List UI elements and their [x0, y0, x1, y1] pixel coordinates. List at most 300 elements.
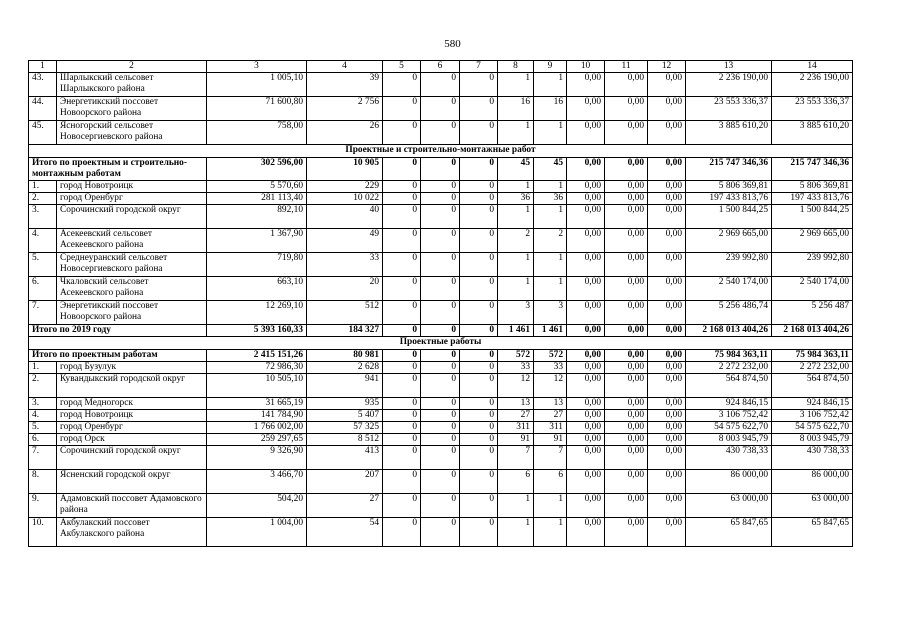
total-value: 0,00	[605, 350, 648, 362]
value-cell: 86 000,00	[686, 470, 772, 494]
total-row-design-construction	[29, 158, 853, 181]
total-value: 302 596,00	[207, 158, 307, 181]
table-row	[29, 193, 853, 205]
value-cell: 0	[460, 374, 498, 398]
value-cell: 564 874,50	[772, 374, 853, 398]
value-cell: 8 003 945,79	[686, 434, 772, 446]
row-number: 10.	[29, 518, 57, 547]
value-cell: 0	[460, 301, 498, 325]
value-cell: 0,00	[605, 470, 648, 494]
table-row	[29, 410, 853, 422]
value-cell: 0,00	[648, 193, 686, 205]
value-cell: 0,00	[567, 121, 605, 145]
value-cell: 0	[460, 398, 498, 410]
value-cell: 0	[460, 253, 498, 277]
value-cell: 49	[307, 229, 383, 253]
total-value: 0	[421, 158, 460, 181]
municipality-name: город Новотроицк	[57, 410, 207, 422]
value-cell: 3	[534, 301, 567, 325]
value-cell: 2 756	[307, 97, 383, 121]
value-cell: 0,00	[605, 446, 648, 470]
value-cell: 1	[534, 518, 567, 547]
value-cell: 0	[460, 277, 498, 301]
value-cell: 0,00	[648, 205, 686, 229]
value-cell: 0,00	[567, 253, 605, 277]
value-cell: 0	[460, 434, 498, 446]
value-cell: 36	[534, 193, 567, 205]
value-cell: 91	[534, 434, 567, 446]
table-row	[29, 181, 853, 193]
row-number: 45.	[29, 121, 57, 145]
value-cell: 57 325	[307, 422, 383, 434]
municipality-name: Сорочинский городской округ	[57, 205, 207, 229]
row-number: 5.	[29, 253, 57, 277]
value-cell: 63 000,00	[686, 494, 772, 518]
total-value: 75 984 363,11	[772, 350, 853, 362]
value-cell: 2	[534, 229, 567, 253]
value-cell: 86 000,00	[772, 470, 853, 494]
municipality-name: Энергетикский поссовет Новоорского района	[57, 301, 207, 325]
value-cell: 23 553 336,37	[772, 97, 853, 121]
value-cell: 197 433 813,76	[772, 193, 853, 205]
value-cell: 0,00	[648, 422, 686, 434]
value-cell: 0,00	[567, 97, 605, 121]
value-cell: 72 986,30	[207, 362, 307, 374]
value-cell: 7	[498, 446, 534, 470]
value-cell: 758,00	[207, 121, 307, 145]
value-cell: 311	[498, 422, 534, 434]
col-header: 3	[207, 61, 307, 73]
value-cell: 10 505,10	[207, 374, 307, 398]
value-cell: 0,00	[605, 494, 648, 518]
value-cell: 0,00	[648, 277, 686, 301]
total-value: 2 168 013 404,26	[772, 325, 853, 337]
col-header: 14	[772, 61, 853, 73]
value-cell: 0	[460, 181, 498, 193]
value-cell: 0	[383, 374, 421, 398]
value-cell: 0,00	[648, 398, 686, 410]
value-cell: 1	[534, 121, 567, 145]
value-cell: 0	[460, 410, 498, 422]
total-label: Итого по проектным работам	[29, 350, 207, 362]
total-value: 0	[460, 158, 498, 181]
table-row	[29, 73, 853, 97]
table-row	[29, 434, 853, 446]
value-cell: 2 236 190,00	[686, 73, 772, 97]
col-header: 11	[605, 61, 648, 73]
municipality-name: Ясненский городской округ	[57, 470, 207, 494]
row-number: 2.	[29, 374, 57, 398]
section-title: Проектные работы	[29, 337, 853, 350]
value-cell: 1	[498, 518, 534, 547]
total-value: 0	[383, 158, 421, 181]
value-cell: 0,00	[648, 410, 686, 422]
value-cell: 1	[498, 121, 534, 145]
value-cell: 0	[421, 470, 460, 494]
col-header: 9	[534, 61, 567, 73]
value-cell: 6	[498, 470, 534, 494]
value-cell: 2 540 174,00	[772, 277, 853, 301]
value-cell: 1 500 844,25	[772, 205, 853, 229]
total-value: 2 168 013 404,26	[686, 325, 772, 337]
value-cell: 3	[498, 301, 534, 325]
total-value: 572	[498, 350, 534, 362]
value-cell: 31 665,19	[207, 398, 307, 410]
value-cell: 0	[421, 518, 460, 547]
value-cell: 924 846,15	[772, 398, 853, 410]
value-cell: 0	[421, 253, 460, 277]
municipality-name: город Оренбург	[57, 422, 207, 434]
value-cell: 0,00	[605, 121, 648, 145]
table-row	[29, 362, 853, 374]
value-cell: 63 000,00	[772, 494, 853, 518]
value-cell: 0	[383, 181, 421, 193]
table-row	[29, 229, 853, 253]
value-cell: 0	[460, 470, 498, 494]
value-cell: 0	[460, 121, 498, 145]
value-cell: 663,10	[207, 277, 307, 301]
value-cell: 1	[534, 277, 567, 301]
municipality-name: Асекеевский сельсовет Асекеевского района	[57, 229, 207, 253]
value-cell: 10 022	[307, 193, 383, 205]
row-number: 6.	[29, 277, 57, 301]
value-cell: 16	[498, 97, 534, 121]
value-cell: 0,00	[605, 229, 648, 253]
value-cell: 0,00	[567, 301, 605, 325]
value-cell: 23 553 336,37	[686, 97, 772, 121]
value-cell: 430 738,33	[686, 446, 772, 470]
value-cell: 3 885 610,20	[686, 121, 772, 145]
value-cell: 0,00	[648, 434, 686, 446]
row-number: 8.	[29, 470, 57, 494]
total-value: 45	[498, 158, 534, 181]
row-number: 1.	[29, 362, 57, 374]
value-cell: 0,00	[567, 181, 605, 193]
value-cell: 1	[534, 181, 567, 193]
value-cell: 0,00	[605, 518, 648, 547]
value-cell: 0,00	[567, 229, 605, 253]
value-cell: 5 407	[307, 410, 383, 422]
section-header-row	[29, 337, 853, 350]
municipality-name: город Оренбург	[57, 193, 207, 205]
value-cell: 311	[534, 422, 567, 434]
value-cell: 0	[383, 518, 421, 547]
value-cell: 0	[383, 446, 421, 470]
col-header: 7	[460, 61, 498, 73]
value-cell: 36	[498, 193, 534, 205]
total-value: 0	[460, 325, 498, 337]
total-row-2019	[29, 325, 853, 337]
value-cell: 12 269,10	[207, 301, 307, 325]
total-value: 0,00	[648, 325, 686, 337]
value-cell: 13	[498, 398, 534, 410]
total-value: 0,00	[567, 158, 605, 181]
value-cell: 0,00	[605, 253, 648, 277]
value-cell: 33	[307, 253, 383, 277]
value-cell: 0,00	[567, 422, 605, 434]
value-cell: 239 992,80	[686, 253, 772, 277]
value-cell: 2 628	[307, 362, 383, 374]
table-row	[29, 205, 853, 229]
table-row	[29, 374, 853, 398]
value-cell: 1	[534, 205, 567, 229]
row-number: 7.	[29, 301, 57, 325]
value-cell: 0,00	[567, 518, 605, 547]
row-number: 3.	[29, 205, 57, 229]
total-value: 572	[534, 350, 567, 362]
value-cell: 0	[460, 97, 498, 121]
value-cell: 8 003 945,79	[772, 434, 853, 446]
value-cell: 16	[534, 97, 567, 121]
value-cell: 281 113,40	[207, 193, 307, 205]
value-cell: 0	[421, 362, 460, 374]
row-number: 5.	[29, 422, 57, 434]
value-cell: 0	[460, 446, 498, 470]
value-cell: 0	[421, 73, 460, 97]
value-cell: 71 600,80	[207, 97, 307, 121]
total-value: 215 747 346,36	[772, 158, 853, 181]
value-cell: 1	[498, 253, 534, 277]
value-cell: 0	[383, 398, 421, 410]
value-cell: 0,00	[648, 470, 686, 494]
municipality-name: Акбулакский поссовет Акбулакского района	[57, 518, 207, 547]
value-cell: 8 512	[307, 434, 383, 446]
value-cell: 5 806 369,81	[772, 181, 853, 193]
total-value: 0,00	[605, 325, 648, 337]
total-value: 0,00	[567, 350, 605, 362]
value-cell: 9 326,90	[207, 446, 307, 470]
total-value: 75 984 363,11	[686, 350, 772, 362]
value-cell: 0,00	[648, 229, 686, 253]
row-number: 9.	[29, 494, 57, 518]
value-cell: 91	[498, 434, 534, 446]
total-value: 45	[534, 158, 567, 181]
col-header: 10	[567, 61, 605, 73]
value-cell: 33	[498, 362, 534, 374]
table-row	[29, 518, 853, 547]
total-value: 10 905	[307, 158, 383, 181]
value-cell: 0	[460, 518, 498, 547]
total-label: Итого по 2019 году	[29, 325, 207, 337]
value-cell: 0	[383, 494, 421, 518]
value-cell: 0	[460, 422, 498, 434]
value-cell: 3 466,70	[207, 470, 307, 494]
value-cell: 0,00	[567, 446, 605, 470]
section-header-row	[29, 145, 853, 158]
row-number: 44.	[29, 97, 57, 121]
col-header: 13	[686, 61, 772, 73]
value-cell: 0,00	[567, 362, 605, 374]
value-cell: 20	[307, 277, 383, 301]
total-value: 215 747 346,36	[686, 158, 772, 181]
row-number: 7.	[29, 446, 57, 470]
value-cell: 207	[307, 470, 383, 494]
value-cell: 54 575 622,70	[772, 422, 853, 434]
row-number: 4.	[29, 229, 57, 253]
total-value: 0,00	[605, 158, 648, 181]
municipality-name: Энергетикский поссовет Новоорского района	[57, 97, 207, 121]
value-cell: 0	[383, 470, 421, 494]
total-value: 2 415 151,26	[207, 350, 307, 362]
value-cell: 27	[534, 410, 567, 422]
total-value: 0	[460, 350, 498, 362]
col-header: 4	[307, 61, 383, 73]
value-cell: 2 236 190,00	[772, 73, 853, 97]
municipality-name: Ясногорский сельсовет Новосергиевского района	[57, 121, 207, 145]
value-cell: 0,00	[567, 205, 605, 229]
value-cell: 0,00	[648, 362, 686, 374]
table-row	[29, 277, 853, 301]
value-cell: 3 106 752,42	[686, 410, 772, 422]
value-cell: 0,00	[648, 494, 686, 518]
value-cell: 0,00	[605, 277, 648, 301]
value-cell: 1 766 002,00	[207, 422, 307, 434]
table-row	[29, 121, 853, 145]
value-cell: 0	[421, 374, 460, 398]
row-number: 1.	[29, 181, 57, 193]
value-cell: 0,00	[605, 181, 648, 193]
total-value: 5 393 160,33	[207, 325, 307, 337]
value-cell: 5 256 487	[772, 301, 853, 325]
value-cell: 0,00	[605, 374, 648, 398]
value-cell: 430 738,33	[772, 446, 853, 470]
value-cell: 0	[421, 121, 460, 145]
value-cell: 0,00	[605, 434, 648, 446]
row-number: 43.	[29, 73, 57, 97]
value-cell: 197 433 813,76	[686, 193, 772, 205]
value-cell: 0	[383, 121, 421, 145]
table-row	[29, 97, 853, 121]
value-cell: 0	[460, 362, 498, 374]
table-row	[29, 398, 853, 410]
value-cell: 0,00	[605, 73, 648, 97]
value-cell: 0,00	[605, 422, 648, 434]
value-cell: 39	[307, 73, 383, 97]
value-cell: 924 846,15	[686, 398, 772, 410]
value-cell: 0,00	[648, 374, 686, 398]
value-cell: 2 969 665,00	[686, 229, 772, 253]
value-cell: 3 106 752,42	[772, 410, 853, 422]
value-cell: 0,00	[648, 301, 686, 325]
value-cell: 1	[498, 181, 534, 193]
value-cell: 2 540 174,00	[686, 277, 772, 301]
municipality-name: город Орск	[57, 434, 207, 446]
total-value: 80 981	[307, 350, 383, 362]
value-cell: 0	[383, 301, 421, 325]
value-cell: 0,00	[567, 277, 605, 301]
value-cell: 0	[383, 277, 421, 301]
table-row	[29, 422, 853, 434]
value-cell: 0	[421, 205, 460, 229]
table-row	[29, 470, 853, 494]
table-row	[29, 301, 853, 325]
value-cell: 1	[534, 73, 567, 97]
value-cell: 892,10	[207, 205, 307, 229]
value-cell: 2	[498, 229, 534, 253]
value-cell: 5 256 486,74	[686, 301, 772, 325]
value-cell: 0,00	[605, 193, 648, 205]
value-cell: 1 004,00	[207, 518, 307, 547]
value-cell: 239 992,80	[772, 253, 853, 277]
column-number-row	[29, 61, 853, 73]
value-cell: 0,00	[567, 398, 605, 410]
value-cell: 1	[498, 277, 534, 301]
municipality-name: Адамовский поссовет Адамовского района	[57, 494, 207, 518]
col-header: 6	[421, 61, 460, 73]
value-cell: 0	[383, 410, 421, 422]
value-cell: 0,00	[567, 470, 605, 494]
value-cell: 0	[421, 97, 460, 121]
value-cell: 5 570,60	[207, 181, 307, 193]
value-cell: 0,00	[567, 410, 605, 422]
total-value: 0,00	[648, 350, 686, 362]
value-cell: 1	[498, 73, 534, 97]
municipality-name: Кувандыкский городской округ	[57, 374, 207, 398]
value-cell: 26	[307, 121, 383, 145]
municipality-name: Сорочинский городской округ	[57, 446, 207, 470]
value-cell: 0	[421, 277, 460, 301]
total-value: 1 461	[498, 325, 534, 337]
table-row	[29, 253, 853, 277]
value-cell: 7	[534, 446, 567, 470]
value-cell: 0	[383, 193, 421, 205]
value-cell: 564 874,50	[686, 374, 772, 398]
value-cell: 2 272 232,00	[772, 362, 853, 374]
value-cell: 504,20	[207, 494, 307, 518]
value-cell: 0	[460, 193, 498, 205]
value-cell: 719,80	[207, 253, 307, 277]
total-value: 0	[421, 325, 460, 337]
value-cell: 0	[421, 181, 460, 193]
value-cell: 935	[307, 398, 383, 410]
municipality-name: Чкаловский сельсовет Асекеевского района	[57, 277, 207, 301]
value-cell: 0,00	[605, 97, 648, 121]
total-value: 1 461	[534, 325, 567, 337]
value-cell: 0	[383, 362, 421, 374]
value-cell: 0,00	[605, 398, 648, 410]
value-cell: 0,00	[648, 97, 686, 121]
col-header: 12	[648, 61, 686, 73]
total-row-design	[29, 350, 853, 362]
value-cell: 1	[534, 253, 567, 277]
value-cell: 0	[383, 73, 421, 97]
table-row	[29, 494, 853, 518]
value-cell: 0,00	[648, 121, 686, 145]
col-header: 5	[383, 61, 421, 73]
value-cell: 0,00	[567, 193, 605, 205]
total-label: Итого по проектным и строительно-монтажным работам	[29, 158, 207, 181]
value-cell: 0	[421, 193, 460, 205]
value-cell: 0	[383, 422, 421, 434]
value-cell: 0,00	[567, 434, 605, 446]
value-cell: 0	[460, 229, 498, 253]
value-cell: 0,00	[567, 374, 605, 398]
value-cell: 1	[498, 205, 534, 229]
value-cell: 1 367,90	[207, 229, 307, 253]
total-value: 184 327	[307, 325, 383, 337]
value-cell: 0,00	[605, 301, 648, 325]
data-table	[28, 60, 853, 547]
value-cell: 0	[383, 253, 421, 277]
value-cell: 65 847,65	[772, 518, 853, 547]
value-cell: 0	[460, 205, 498, 229]
municipality-name: Шарлыкский сельсовет Шарлыкского района	[57, 73, 207, 97]
value-cell: 0	[421, 434, 460, 446]
value-cell: 40	[307, 205, 383, 229]
total-value: 0,00	[648, 158, 686, 181]
value-cell: 1 005,10	[207, 73, 307, 97]
total-value: 0	[383, 350, 421, 362]
